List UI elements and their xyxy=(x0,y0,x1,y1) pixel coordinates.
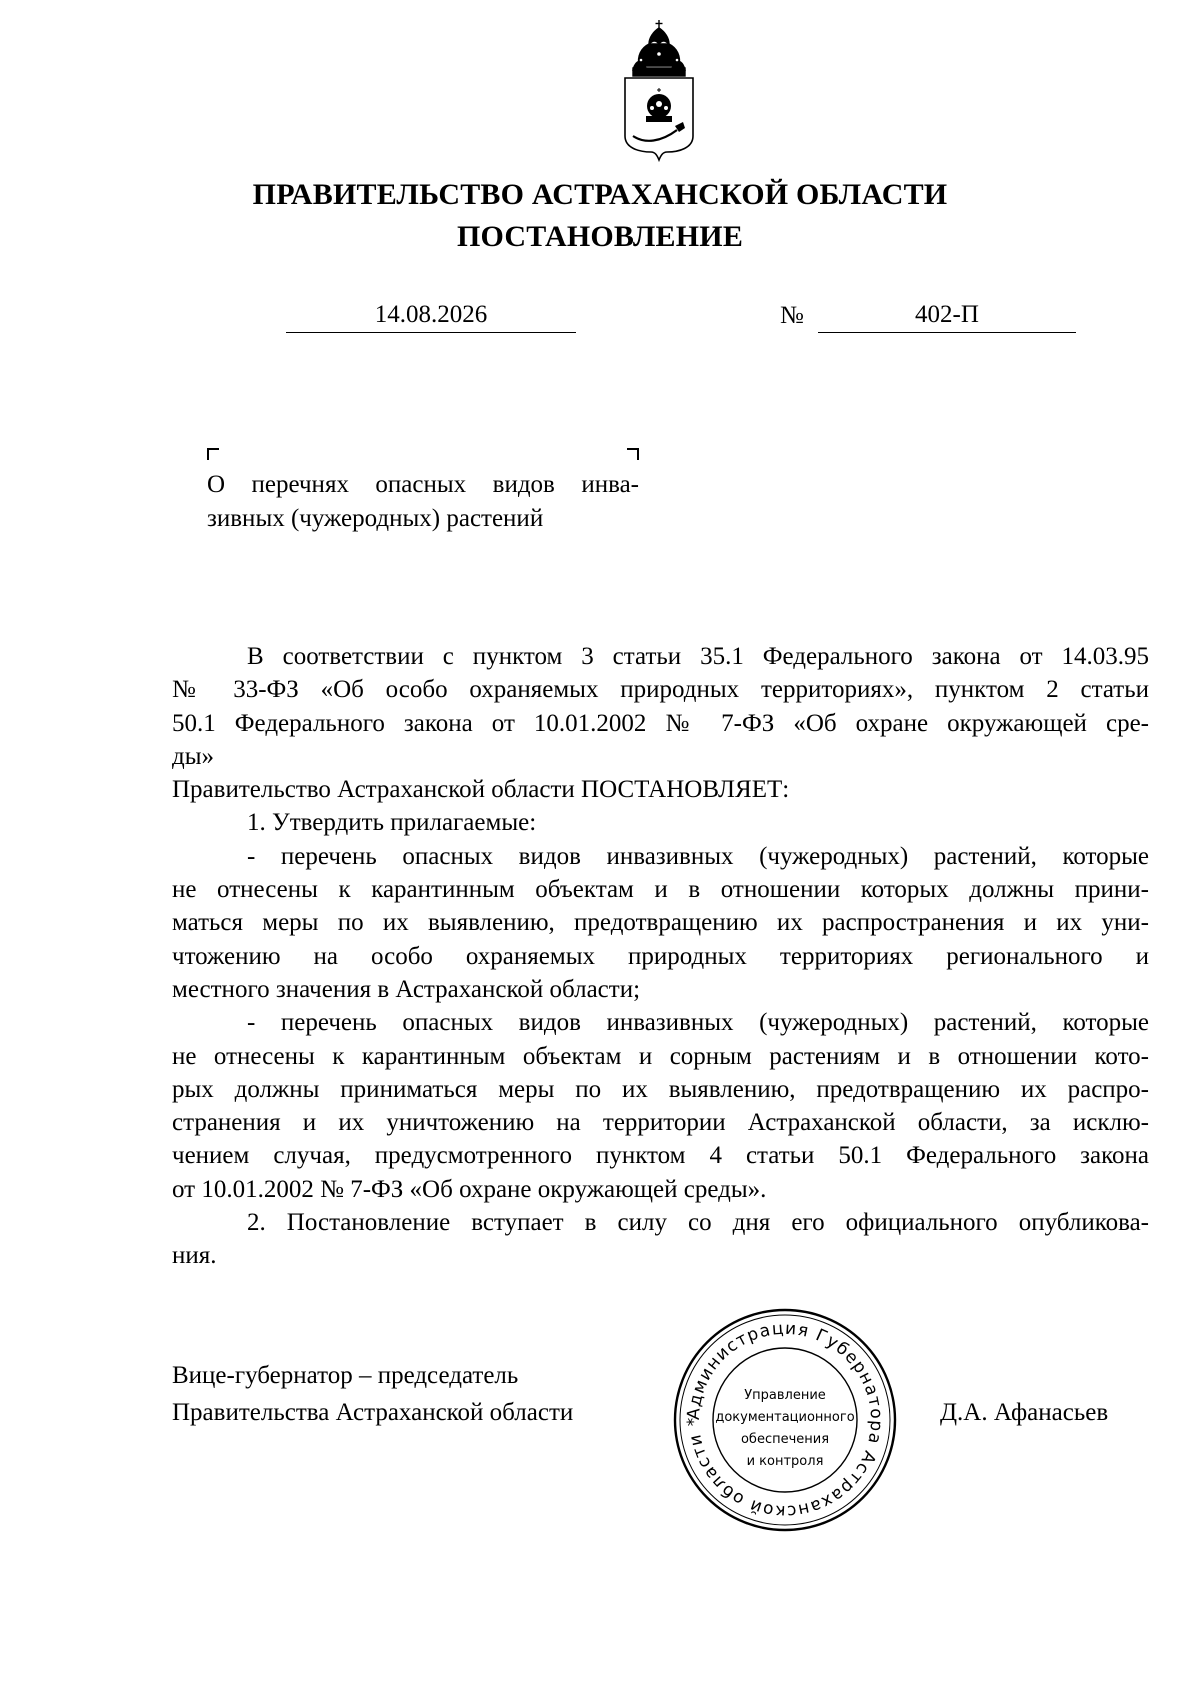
text-line: странения и их уничтожению на территории Астраханской области, за исклю- xyxy=(172,1109,1149,1137)
text-line: чением случая, предусмотренного пунктом 4 статьи 50.1 Федерального закона xyxy=(172,1142,1149,1170)
paragraph-item-1 xyxy=(172,806,1149,839)
stamp-inner-line: Управление xyxy=(744,1388,826,1403)
paragraph-list-1 xyxy=(172,840,1149,1006)
stamp-outer-text: Администрация Губернатора Астраханской области * xyxy=(683,1318,887,1522)
text-line: 2. Постановление вступает в силу со дня его официального опубликова- xyxy=(247,1209,1149,1237)
text-line: не отнесены к карантинным объектам и в отношении которых должны прини- xyxy=(172,876,1149,904)
stamp-inner-line: документационного xyxy=(715,1410,855,1425)
document-type: ПОСТАНОВЛЕНИЕ xyxy=(456,220,744,253)
stamp-inner-line: и контроля xyxy=(746,1454,824,1469)
text-line: рых должны приниматься меры по их выявлению, предотвращению их распро- xyxy=(172,1075,1149,1103)
text-line: Правительство Астраханской области ПОСТАНОВЛЯЕТ: xyxy=(172,776,790,804)
official-stamp xyxy=(670,1305,900,1535)
signer-position-line: Вице-губернатор – председатель xyxy=(172,1362,519,1389)
text-line: В соответствии с пунктом 3 статьи 35.1 Федерального закона от 14.03.95 xyxy=(247,643,1149,670)
text-line: не отнесены к карантинным объектам и сорным растениям и в отношении кото- xyxy=(172,1042,1149,1070)
text-line: № 33-ФЗ «Об особо охраняемых природных территориях», пунктом 2 статьи xyxy=(172,676,1149,704)
text-line: 50.1 Федерального закона от 10.01.2002 № 7-ФЗ «Об охране окружающей сре- xyxy=(172,709,1149,737)
number-sign: № xyxy=(780,302,804,329)
organization-title: ПРАВИТЕЛЬСТВО АСТРАХАНСКОЙ ОБЛАСТИ xyxy=(252,178,948,211)
text-line: - перечень опасных видов инвазивных (чужеродных) растений, которые xyxy=(247,842,1149,870)
text-line: - перечень опасных видов инвазивных (чужеродных) растений, которые xyxy=(247,1009,1149,1037)
text-line: ды» xyxy=(172,742,215,770)
document-subject xyxy=(207,468,639,536)
stamp-inner-line: обеспечения xyxy=(740,1432,830,1447)
paragraph-item-2 xyxy=(172,1206,1149,1273)
subject-corner-right xyxy=(627,448,639,460)
paragraph-preamble xyxy=(172,640,1149,773)
signer-name: Д.А. Афанасьев xyxy=(940,1399,1109,1426)
text-line: ния. xyxy=(172,1242,217,1270)
text-line: от 10.01.2002 № 7-ФЗ «Об охране окружающей среды». xyxy=(172,1175,767,1203)
signer-position xyxy=(172,1357,573,1431)
document-number: 402-П xyxy=(818,300,1076,333)
document-body xyxy=(172,640,1149,1273)
subject-corner-left xyxy=(207,448,219,460)
text-line: маться меры по их выявлению, предотвращению их распространения и их уни- xyxy=(172,909,1149,937)
text-line: местного значения в Астраханской области; xyxy=(172,975,641,1003)
text-line: 1. Утвердить прилагаемые: xyxy=(247,809,537,837)
signer-position-line: Правительства Астраханской области xyxy=(172,1399,574,1426)
paragraph-list-2 xyxy=(172,1006,1149,1206)
text-line: чтожению на особо охраняемых природных территориях регионального и xyxy=(172,942,1149,970)
subject-line: зивных (чужеродных) растений xyxy=(207,505,544,532)
paragraph-resolves xyxy=(172,773,1149,806)
subject-line: О перечнях опасных видов инва- xyxy=(207,471,639,498)
document-date: 14.08.2026 xyxy=(286,300,576,333)
astrakhan-coat-of-arms-icon xyxy=(619,18,699,168)
